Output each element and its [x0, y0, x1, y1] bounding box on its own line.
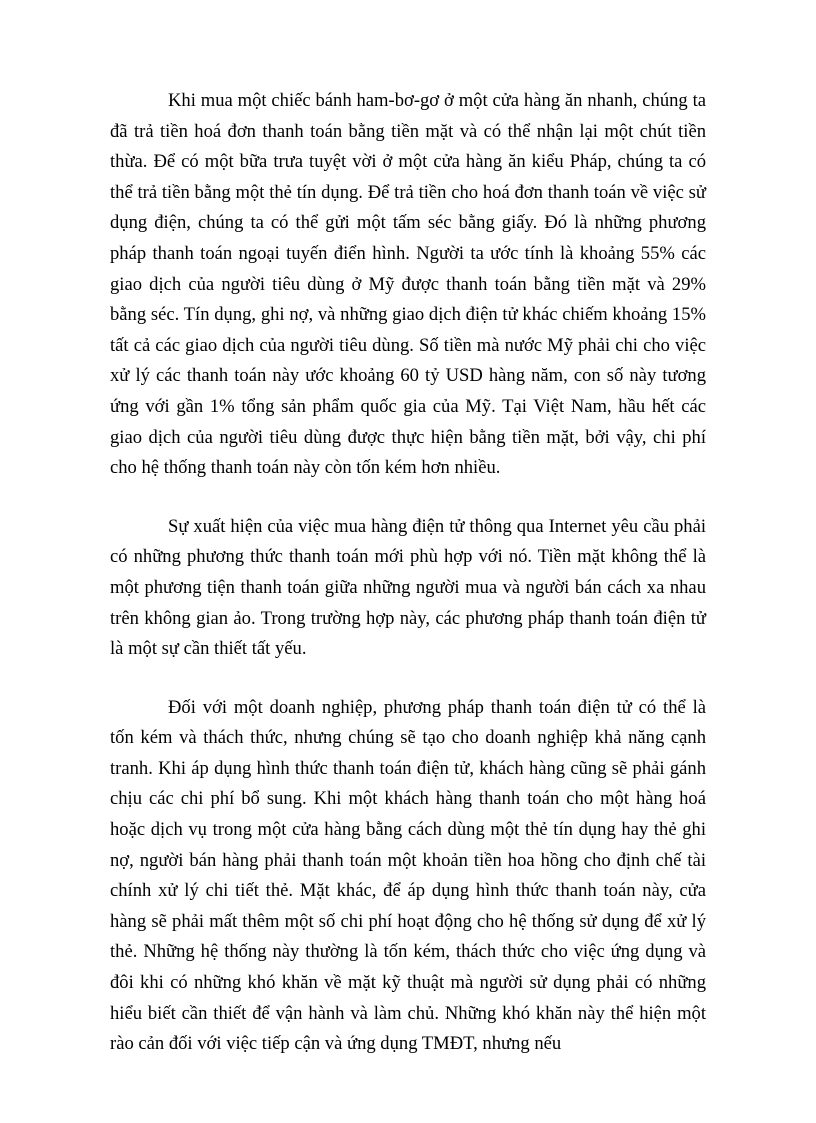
paragraph-1: Khi mua một chiếc bánh ham-bơ-gơ ở một cửa hàng ăn nhanh, chúng ta đã trả tiền hoá đơn thanh toán bằng tiền mặt và có thể nhận lại một chút tiền thừa. Để có một bữa trưa tuyệt vời ở một cửa hàng ăn kiểu Pháp, chúng ta có thể trả tiền bằng một thẻ tín dụng. Để trả tiền cho hoá đơn thanh toán về việc sử dụng điện, chúng ta có thể gửi một tấm séc bằng giấy. Đó là những phương pháp thanh toán ngoại tuyến điển hình. Người ta ước tính là khoảng 55% các giao dịch của người tiêu dùng ở Mỹ được thanh toán bằng tiền mặt và 29% bằng séc. Tín dụng, ghi nợ, và những giao dịch điện tử khác chiếm khoảng 15% tất cả các giao dịch của người tiêu dùng. Số tiền mà nước Mỹ phải chi cho việc xử lý các thanh toán này ước khoảng 60 tỷ USD hàng năm, con số này tương ứng với gần 1% tổng sản phẩm quốc gia của Mỹ. Tại Việt Nam, hầu hết các giao dịch của người tiêu dùng được thực hiện bằng tiền mặt, bởi vậy, chi phí cho hệ thống thanh toán này còn tốn kém hơn nhiều. [110, 90, 706, 479]
paragraph-3: Đối với một doanh nghiệp, phương pháp thanh toán điện tử có thể là tốn kém và thách thức, nhưng chúng sẽ tạo cho doanh nghiệp khả năng cạnh tranh. Khi áp dụng hình thức thanh toán điện tử, khách hàng cũng sẽ phải gánh chịu các chi phí bổ sung. Khi một khách hàng thanh toán cho một hàng hoá hoặc dịch vụ trong một cửa hàng bằng cách dùng một thẻ tín dụng hay thẻ ghi nợ, người bán hàng phải thanh toán một khoản tiền hoa hồng cho định chế tài chính xử lý chi tiết thẻ. Mặt khác, để áp dụng hình thức thanh toán này, cửa hàng sẽ phải mất thêm một số chi phí hoạt động cho hệ thống sử dụng để xử lý thẻ. Những hệ thống này thường là tốn kém, thách thức cho việc ứng dụng và đôi khi có những khó khăn về mặt kỹ thuật mà người sử dụng phải có những hiểu biết cần thiết để vận hành và làm chủ. Những khó khăn này thể hiện một rào cản đối với việc tiếp cận và ứng dụng TMĐT, nhưng nếu [110, 696, 706, 1055]
document-page [110, 86, 706, 1060]
paragraph-2: Sự xuất hiện của việc mua hàng điện tử thông qua Internet yêu cầu phải có những phương thức thanh toán mới phù hợp với nó. Tiền mặt không thể là một phương tiện thanh toán giữa những người mua và người bán cách xa nhau trên không gian ảo. Trong trường hợp này, các phương pháp thanh toán điện tử là một sự cần thiết tất yếu. [110, 515, 706, 660]
